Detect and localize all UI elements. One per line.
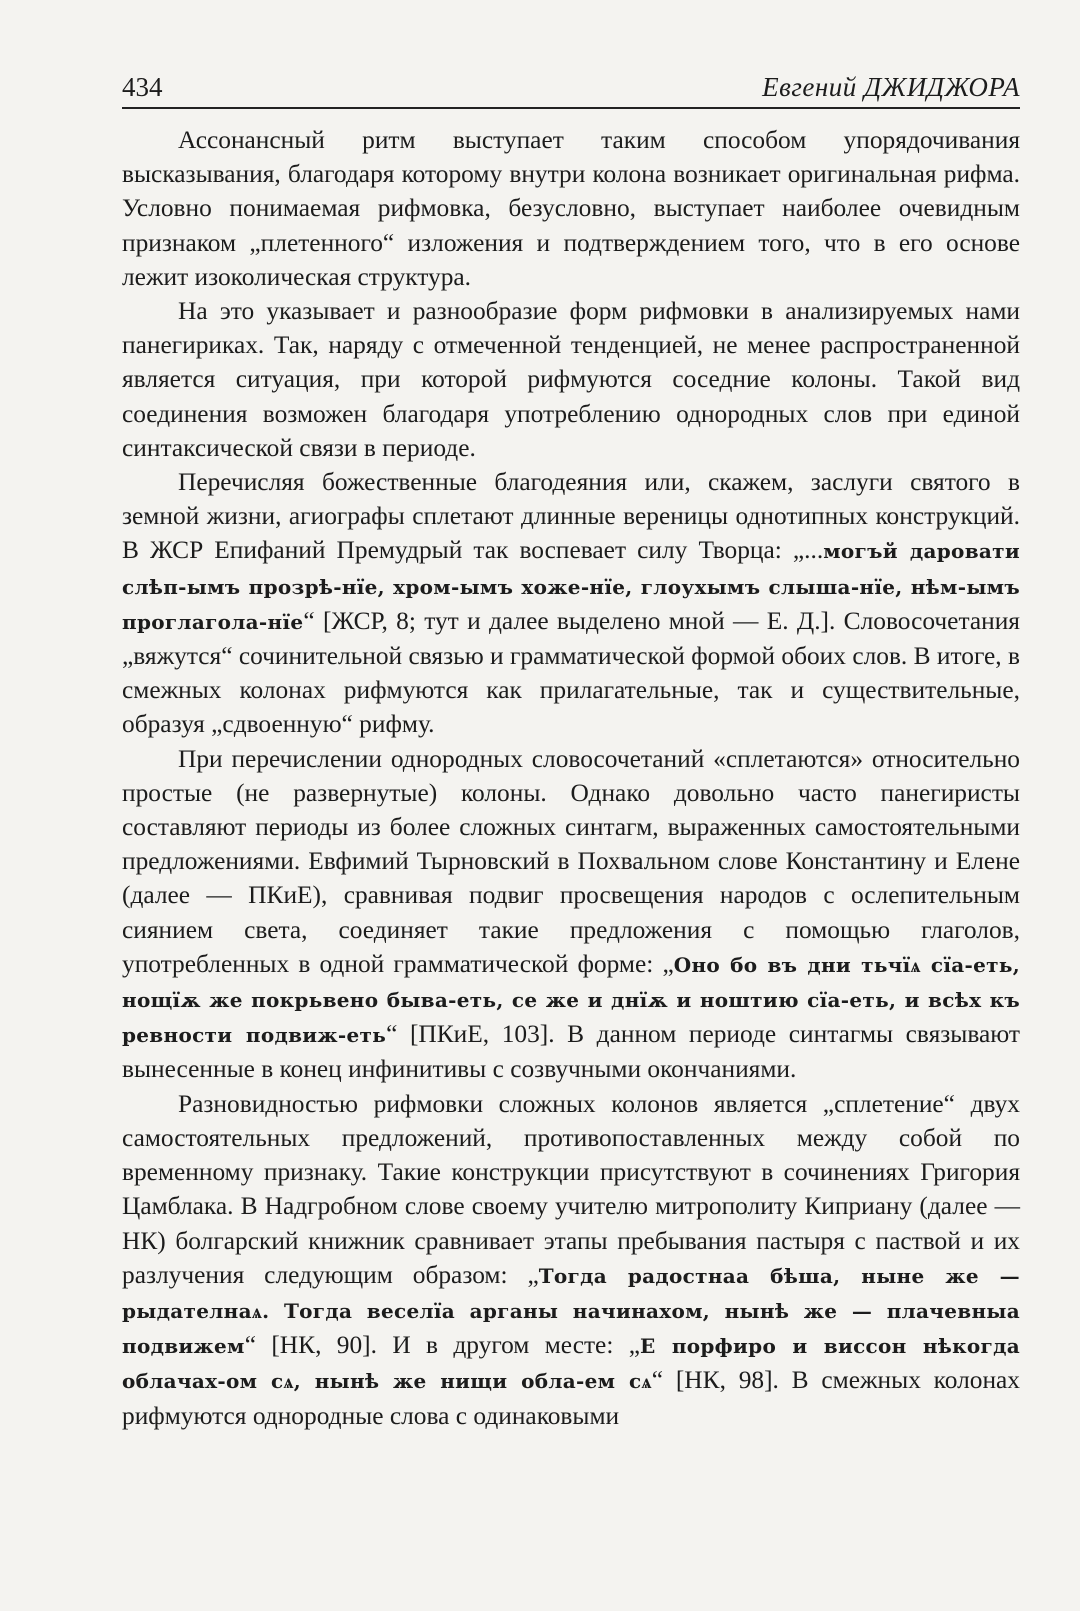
old-slavonic-quote: Е порфиро и виссон нѣкогда облачах-ом сѧ, нынѣ же нищи обла-ем сѧ [122, 1334, 1021, 1394]
running-head-author: Евгений ДЖИДЖОРА [762, 72, 1020, 102]
paragraph-text: Ассонансный ритм выступает таким способом упорядочивания высказывания, благодаря которому внутри колона возникает оригинальная рифма. Условно понимаемая рифмовка, безусловно, выступает наиболее очевидным признаком „плетенного“ изложения и подтверждением того, что в его основе лежит изоколическая структура. [122, 126, 1020, 291]
paragraph-text: “ [ЖСР, 8; тут и далее выделено мной — Е. Д.]. Словосочетания „вяжутся“ сочинительной связью и грамматической формой обоих слов. В итоге, в смежных колонах рифмуются как прилагательные, так и существительные, образуя „сдвоенную“ рифму. [122, 606, 1020, 739]
paragraph [122, 123, 1020, 294]
paragraph-text: Перечисляя божественные благодеяния или, скажем, заслуги святого в земной жизни, агиографы сплетают длинные вереницы однотипных конструкций. В ЖСР Епифаний Премудрый так воспевает силу Творца: „... [122, 468, 1020, 565]
page-number: 434 [122, 72, 163, 102]
old-slavonic-quote: могъй даровати слѣп-ымъ прозрѣ-нїе, хром-ымъ хоже-нїе, глоухымъ слыша-нїе, нѣм-ымъ проглагола-нїе [122, 539, 1020, 634]
paragraph-text: “ [ПКиЕ, 103]. В данном периоде синтагмы связывают вынесенные в конец инфинитивы с созвучными окончаниями. [122, 1020, 1020, 1084]
paragraph [122, 465, 1020, 742]
paragraph-text: При перечислении однородных словосочетаний «сплетаются» относительно простые (не развернутые) колоны. Однако довольно часто панегиристы составляют периоды из более сложных синтагм, выраженных самостоятельными предложениями. Евфимий Тырновский в Похвальном слове Константину и Елене (далее — ПКиЕ), сравнивая подвиг просвещения народов с ослепительным сиянием света, соединяет такие предложения с помощью глаголов, употребленных в одной грамматической форме: „ [122, 744, 1020, 978]
body-text [122, 123, 1020, 1433]
paragraph-text: Разновидностью рифмовки сложных колонов является „сплетение“ двух самостоятельных предложений, противопоставленных между собой по временному признаку. Такие конструкции присутствуют в сочинениях Григория Цамблака. В Надгробном слове своему учителю митрополиту Киприану (далее — НК) болгарский книжник сравнивает этапы пребывания пастыря с паствой и их разлучения следующим образом: „ [122, 1089, 1020, 1289]
paragraph [122, 294, 1020, 465]
paragraph-text: На это указывает и разнообразие форм рифмовки в анализируемых нами панегириках. Так, наряду с отмеченной тенденцией, не менее распространенной является ситуация, при которой рифмуются соседние колоны. Такой вид соединения возможен благодаря употреблению однородных слов при единой синтаксической связи в периоде. [122, 297, 1020, 462]
paragraph-text: “ [НК, 98]. В смежных колонах рифмуются однородные слова с одинаковыми [122, 1366, 1021, 1430]
paragraph [122, 1087, 1020, 1433]
old-slavonic-quote: Оно бо въ дни тьчїѧ сїа-еть, нощїѫ же покрьвено быва-еть, се же и днїѫ и ноштию сїа-еть, и всѣх къ ревности подвиж-еть [122, 952, 1020, 1048]
old-slavonic-quote: Тогда радостнаа бѣша, ныне же — рыдателнаѧ. Тогда веселїа арганы начинахом, нынѣ же — плачевныа подвижем [122, 1263, 1020, 1359]
paragraph-text: “ [НК, 90]. И в другом месте: „ [244, 1331, 641, 1360]
running-header [122, 72, 1020, 109]
paragraph [122, 742, 1020, 1087]
